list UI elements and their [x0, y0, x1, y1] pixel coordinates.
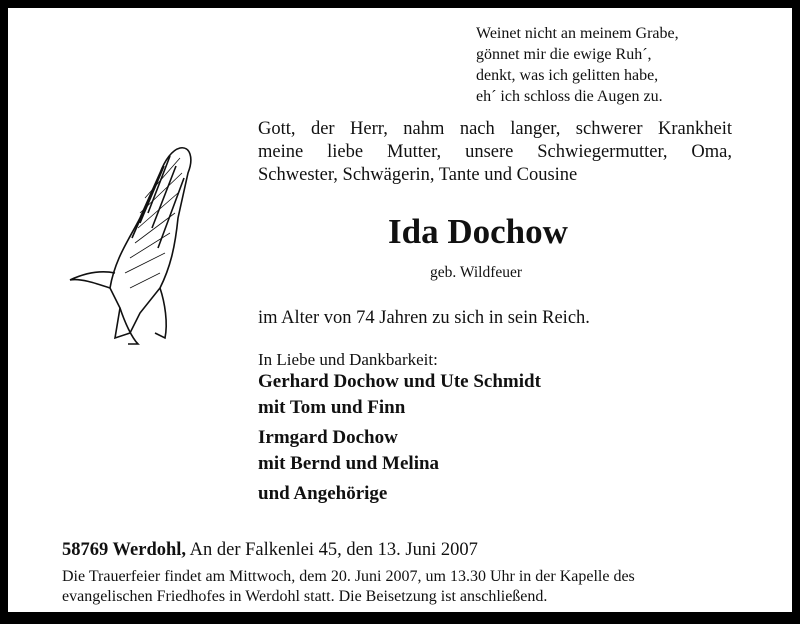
intro-paragraph: [258, 118, 732, 187]
family-line: Irmgard Dochow: [258, 427, 398, 448]
family-line: Gerhard Dochow und Ute Schmidt: [258, 371, 541, 392]
funeral-line: Die Trauerfeier findet am Mittwoch, dem 20. Juni 2007, um 13.30 Uhr in der Kapelle des: [62, 568, 635, 585]
thanks-text: In Liebe und Dankbarkeit:: [258, 350, 438, 369]
intro-line: Gott, der Herr, nahm nach langer, schwerer Krankheit: [258, 119, 732, 139]
address-place: 58769 Werdohl,: [62, 540, 187, 560]
address-line: [62, 540, 478, 561]
intro-line: meine liebe Mutter, unsere Schwiegermutter, Oma,: [258, 142, 732, 162]
deceased-name: Ida Dochow: [388, 212, 568, 251]
praying-hands-icon: [60, 138, 200, 348]
intro-line: Schwester, Schwägerin, Tante und Cousine: [258, 165, 578, 185]
address-rest: An der Falkenlei 45, den 13. Juni 2007: [186, 540, 478, 560]
age-text: im Alter von 74 Jahren zu sich in sein Reich.: [258, 308, 590, 328]
family-line: mit Tom und Finn: [258, 397, 406, 418]
poem-line: denkt, was ich gelitten habe,: [476, 67, 659, 84]
poem-line: Weinet nicht an meinem Grabe,: [476, 25, 679, 42]
poem-line: eh´ ich schloss die Augen zu.: [476, 88, 663, 105]
obituary-card: [8, 8, 792, 612]
birth-name: geb. Wildfeuer: [430, 264, 523, 281]
poem-line: gönnet mir die ewige Ruh´,: [476, 46, 652, 63]
family-line: und Angehörige: [258, 483, 388, 504]
family-line: mit Bernd und Melina: [258, 453, 440, 474]
funeral-line: evangelischen Friedhofes in Werdohl statt. Die Beisetzung ist anschließend.: [62, 588, 548, 605]
